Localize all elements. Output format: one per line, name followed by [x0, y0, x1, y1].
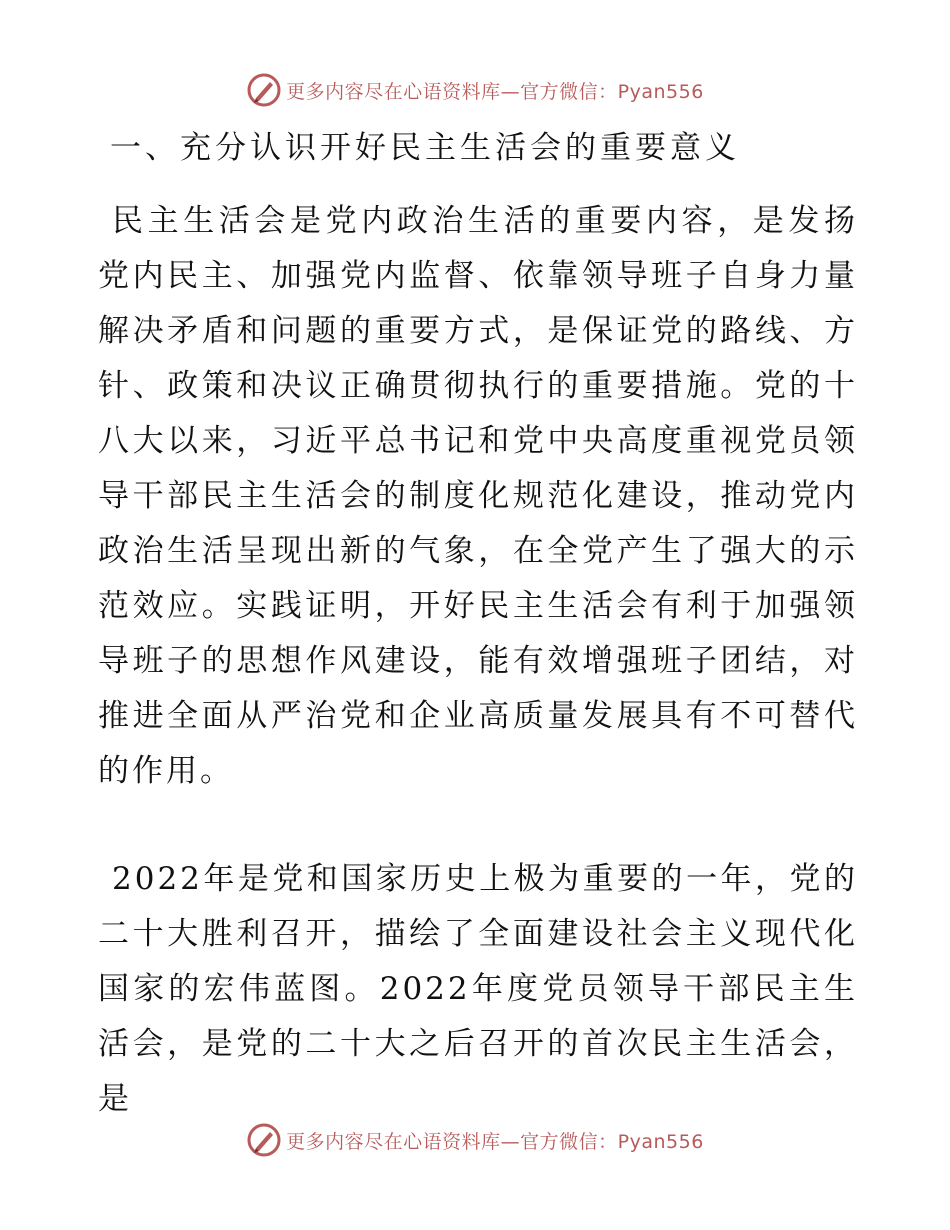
pen-logo-icon	[246, 1122, 282, 1158]
paragraph: 2022年是党和国家历史上极为重要的一年，党的二十大胜利召开，描绘了全面建设社会主义现代化国家的宏伟蓝图。2022年度党员领导干部民主生活会，是党的二十大之后召开的首次民主生活会，是	[98, 861, 858, 1117]
header-watermark	[0, 68, 950, 112]
watermark-text: 更多内容尽在心语资料库—官方微信：Pyan556	[286, 80, 704, 103]
footer-watermark	[0, 1118, 950, 1162]
watermark-text: 更多内容尽在心语资料库—官方微信：Pyan556	[286, 1130, 704, 1153]
section-heading: 一、充分认识开好民主生活会的重要意义	[110, 130, 740, 166]
paragraph: 民主生活会是党内政治生活的重要内容，是发扬党内民主、加强党内监督、依靠领导班子自身力量解决矛盾和问题的重要方式，是保证党的路线、方针、政策和决议正确贯彻执行的重要措施。党的十八大以来，习近平总书记和党中央高度重视党员领导干部民主生活会的制度化规范化建设，推动党内政治生活呈现出新的气象，在全党产生了强大的示范效应。实践证明，开好民主生活会有利于加强领导班子的思想作风建设，能有效增强班子团结，对推进全面从严治党和企业高质量发展具有不可替代的作用。	[98, 203, 858, 789]
pen-logo-icon	[246, 72, 282, 108]
